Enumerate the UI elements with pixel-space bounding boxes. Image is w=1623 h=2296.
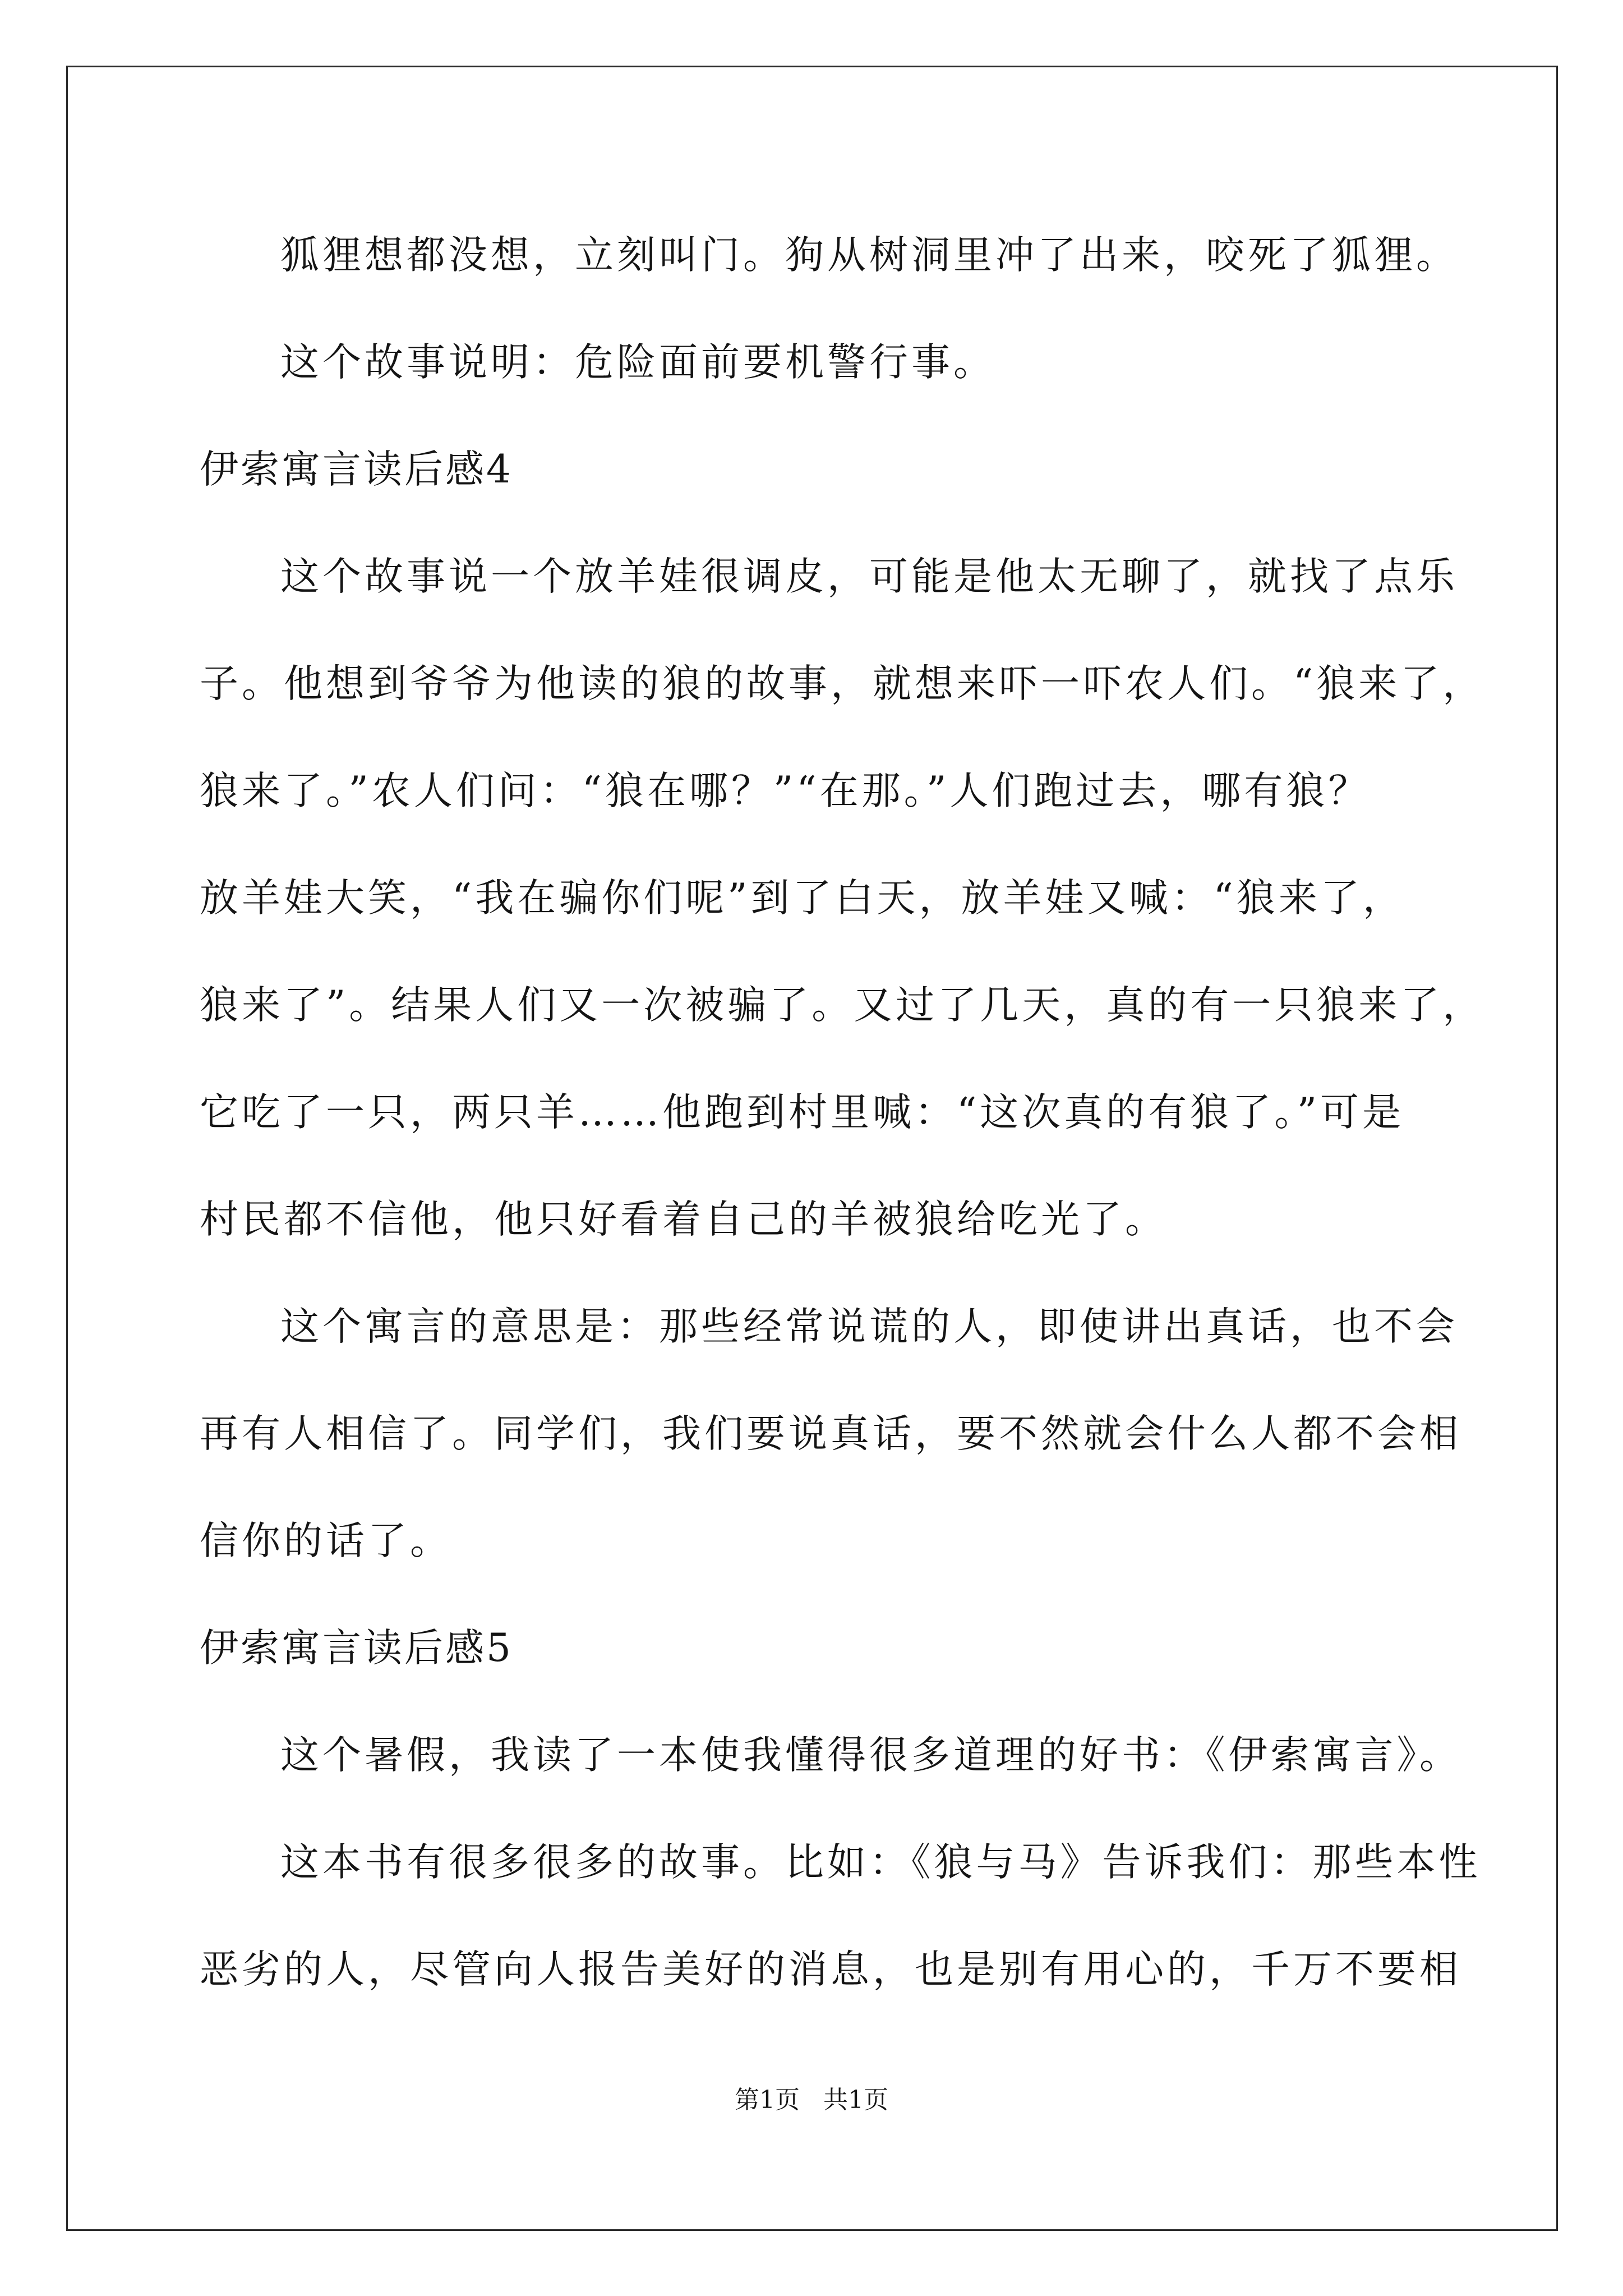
paragraph-line: 村民都不信他，他只好看着自己的羊被狼给吃光了。	[200, 1197, 1167, 1242]
page-footer: 第1页 共1页	[735, 2086, 888, 2114]
paragraph-line: 这个寓言的意思是：那些经常说谎的人，即使讲出真话，也不会	[280, 1304, 1458, 1349]
paragraph-line: 这个暑假，我读了一本使我懂得很多道理的好书：《伊索寓言》。	[280, 1733, 1461, 1778]
paragraph-line: 狼来了”。结果人们又一次被骗了。又过了几天，真的有一只狼来了，	[200, 983, 1485, 1028]
paragraph-line: 狼来了。”农人们问：“狼在哪？”“在那。”人们跑过去，哪有狼？	[200, 769, 1371, 813]
paragraph-line: 恶劣的人，尽管向人报告美好的消息，也是别有用心的，千万不要相	[200, 1947, 1461, 1992]
section-heading: 伊索寓言读后感4	[200, 447, 513, 492]
paragraph-line: 狐狸想都没想，立刻叫门。狗从树洞里冲了出来，咬死了狐狸。	[280, 233, 1458, 278]
section-heading: 伊索寓言读后感5	[200, 1626, 513, 1671]
paragraph-line: 它吃了一只，两只羊……他跑到村里喊：“这次真的有狼了。”可是	[200, 1090, 1405, 1135]
paragraph-line: 子。他想到爷爷为他读的狼的故事，就想来吓一吓农人们。“狼来了，	[200, 661, 1485, 706]
paragraph-line: 这个故事说一个放羊娃很调皮，可能是他太无聊了，就找了点乐	[280, 554, 1458, 599]
paragraph-line: 这个故事说明：危险面前要机警行事。	[280, 340, 995, 385]
paragraph-line: 这本书有很多很多的故事。比如：《狼与马》告诉我们：那些本性	[280, 1840, 1481, 1885]
paragraph-line: 信你的话了。	[200, 1519, 452, 1563]
paragraph-line: 放羊娃大笑，“我在骗你们呢”到了白天，放羊娃又喊：“狼来了，	[200, 876, 1405, 921]
page-border	[66, 66, 1558, 2231]
paragraph-line: 再有人相信了。同学们，我们要说真话，要不然就会什么人都不会相	[200, 1411, 1461, 1456]
